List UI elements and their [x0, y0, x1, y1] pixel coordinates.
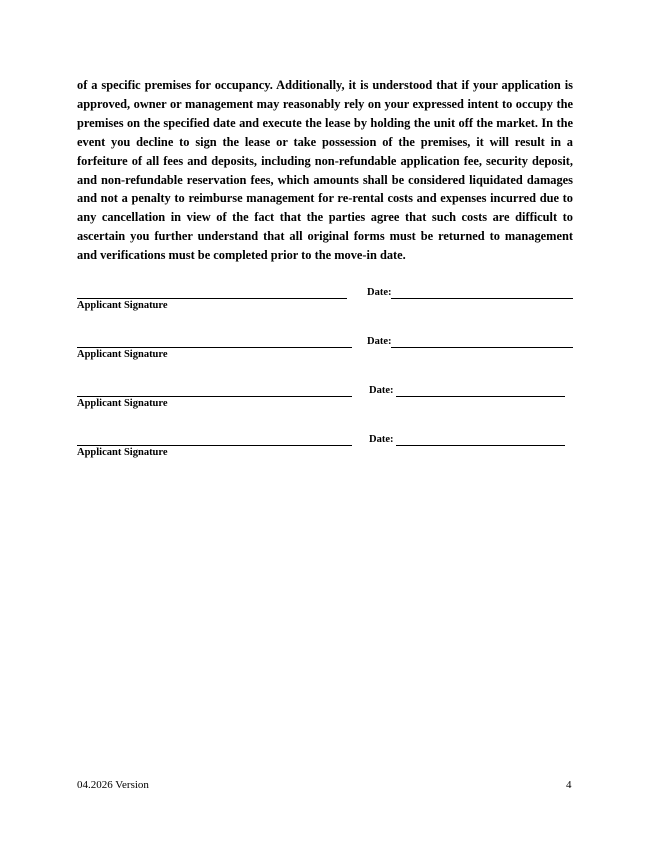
signature-label: Applicant Signature: [77, 300, 168, 311]
signature-line[interactable]: [77, 298, 347, 299]
signature-block: [77, 335, 577, 365]
date-line[interactable]: [396, 396, 565, 397]
signature-line[interactable]: [77, 347, 352, 348]
signature-line[interactable]: [77, 445, 352, 446]
signature-block: [77, 433, 577, 463]
date-label: Date:: [367, 336, 392, 347]
date-line[interactable]: [396, 445, 565, 446]
date-line[interactable]: [391, 347, 573, 348]
signature-label: Applicant Signature: [77, 447, 168, 458]
page-number: 4: [566, 779, 572, 791]
date-label: Date:: [369, 385, 394, 396]
signature-block: [77, 384, 577, 414]
body-paragraph: of a specific premises for occupancy. Additionally, it is understood that if your application is approved, owner or management may reasonably rely on your expressed intent to occupy the premises on the specified date and execute the lease by holding the unit off the market. In the event you decline to sign the lease or take possession of the premises, it will result in a forfeiture of all fees and deposits, including non-refundable application fee, security deposit, and non-refundable reservation fees, which amounts shall be considered liquidated damages and not a penalty to reimburse management for re-rental costs and expenses incurred due to any cancellation in view of the fact that the parties agree that such costs are difficult to ascertain you further understand that all original forms must be returned to management and verifications must be completed prior to the move-in date.: [77, 78, 573, 263]
signature-label: Applicant Signature: [77, 398, 168, 409]
signature-line[interactable]: [77, 396, 352, 397]
signature-label: Applicant Signature: [77, 349, 168, 360]
footer-version: 04.2026 Version: [77, 779, 149, 791]
date-label: Date:: [367, 287, 392, 298]
date-line[interactable]: [391, 298, 573, 299]
date-label: Date:: [369, 434, 394, 445]
signature-block: [77, 286, 577, 316]
